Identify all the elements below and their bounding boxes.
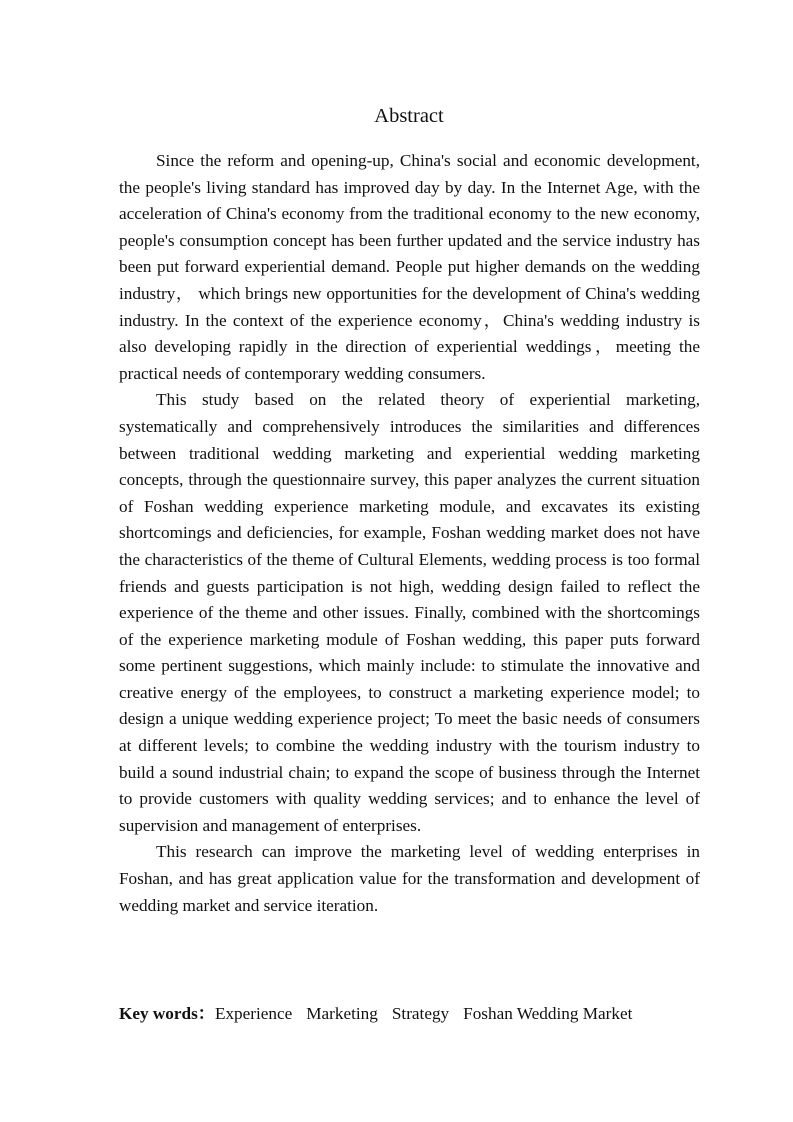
keyword-experience: Experience [214, 1004, 293, 1023]
keywords-label: Key words： [119, 1004, 215, 1023]
abstract-paragraph-1: Since the reform and opening-up, China's social and economic development, the people's living standard has improved day by day. In the Internet Age, with the acceleration of China's economy from the traditional economy to the new economy, people's consumption concept has been further updated and the service industry has been put forward experiential demand. People put higher demands on the wedding industry， which brings new opportunities for the development of China's wedding industry. In the context of the experience economy，China's wedding industry is also developing rapidly in the direction of experiential weddings，meeting the practical needs of contemporary wedding consumers. [119, 151, 700, 383]
keyword-foshan-wedding-market: Foshan Wedding Market [463, 1004, 633, 1023]
abstract-title: Abstract [374, 105, 444, 127]
abstract-paragraph-3: This research can improve the marketing level of wedding enterprises in Foshan, and has great application value for the transformation and development of wedding market and service iteration. [119, 842, 700, 915]
keyword-marketing: Marketing [306, 1004, 378, 1023]
keyword-strategy: Strategy [391, 1004, 450, 1023]
abstract-body [119, 148, 700, 919]
abstract-paragraph-2: This study based on the related theory of experiential marketing, systematically and comprehensively introduces the similarities and differences between traditional wedding marketing and experiential wedding marketing concepts, through the questionnaire survey, this paper analyzes the current situation of Foshan wedding experience marketing module, and excavates its existing shortcomings and deficiencies, for example, Foshan wedding market does not have the characteristics of the theme of Cultural Elements, wedding process is too formal friends and guests participation is not high, wedding design failed to reflect the experience of the theme and other issues. Finally, combined with the shortcomings of the experience marketing module of Foshan wedding, this paper puts forward some pertinent suggestions, which mainly include: to stimulate the innovative and creative energy of the employees, to construct a marketing experience model; to design a unique wedding experience project; To meet the basic needs of consumers at different levels; to combine the wedding industry with the tourism industry to build a sound industrial chain; to expand the scope of business through the Internet to provide customers with quality wedding services; and to enhance the level of supervision and management of enterprises. [119, 390, 700, 835]
keywords-line [119, 1001, 719, 1027]
